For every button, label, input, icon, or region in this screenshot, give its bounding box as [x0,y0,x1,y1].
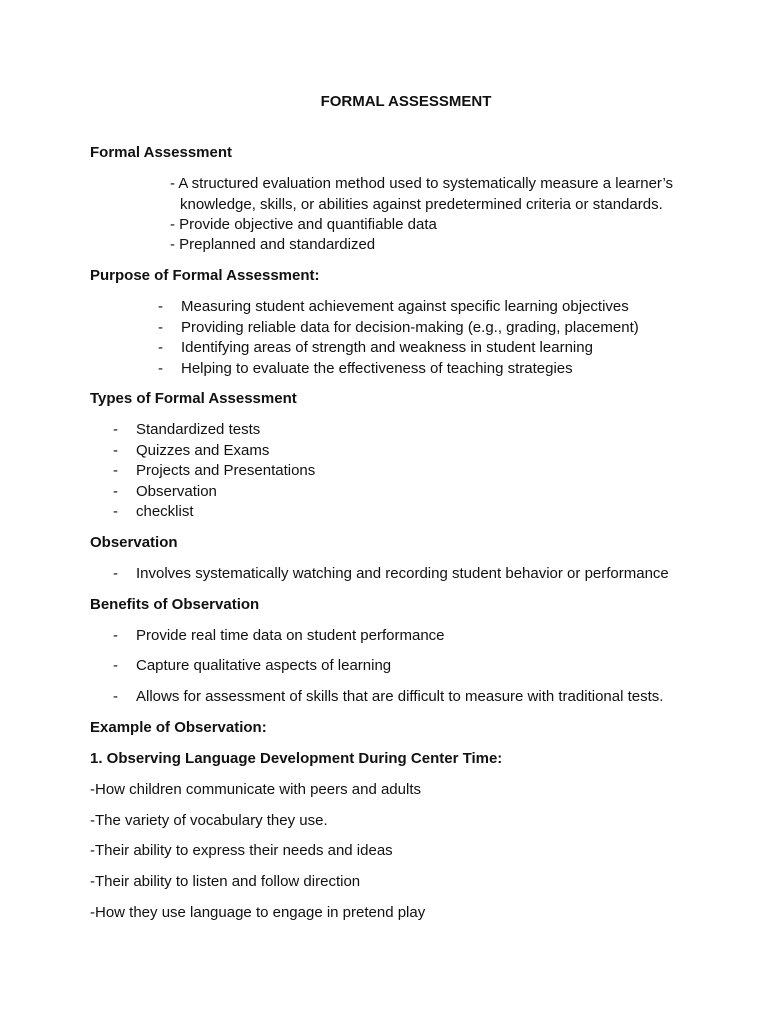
list-item: Allows for assessment of skills that are difficult to measure with traditional tests. [136,688,664,705]
bullet-dash: - [158,319,163,336]
bullet-dash: - [113,657,118,674]
list-item: Helping to evaluate the effectiveness of teaching strategies [181,360,573,377]
list-item: checklist [136,503,194,520]
bullet-dash: - [113,442,118,459]
bullet-dash: - [113,483,118,500]
list-item: Measuring student achievement against specific learning objectives [181,298,629,315]
section-heading-types: Types of Formal Assessment [90,390,297,407]
bullet-dash: - [158,298,163,315]
example-line: -Their ability to listen and follow direction [90,873,361,890]
example-line: -How children communicate with peers and adults [90,781,421,798]
list-item: Capture qualitative aspects of learning [136,657,392,674]
section-heading-example: Example of Observation: [90,719,267,736]
bullet-dash: - [113,565,118,582]
list-item: Projects and Presentations [136,462,316,479]
bullet-dash: - [158,360,163,377]
list-item: Identifying areas of strength and weakness in student learning [181,339,593,356]
bullet-dash: - [113,503,118,520]
example-line: -The variety of vocabulary they use. [90,812,328,829]
list-item: Standardized tests [136,421,261,438]
section-heading-observation: Observation [90,534,178,551]
example-line: -Their ability to express their needs and ideas [90,842,393,859]
section-heading-benefits: Benefits of Observation [90,596,260,613]
formal-definition-line-1: - A structured evaluation method used to systematically measure a learner’s [170,175,674,192]
section-heading-formal-assessment: Formal Assessment [90,144,233,161]
bullet-dash: - [113,627,118,644]
example-line: -How they use language to engage in pretend play [90,904,426,921]
section-heading-purpose: Purpose of Formal Assessment: [90,267,320,284]
list-item: Involves systematically watching and recording student behavior or performance [136,565,669,582]
bullet-dash: - [113,421,118,438]
list-item: Providing reliable data for decision-making (e.g., grading, placement) [181,319,639,336]
bullet-dash: - [113,688,118,705]
example-subheading: 1. Observing Language Development During Center Time: [90,750,503,767]
list-item: Quizzes and Exams [136,442,270,459]
formal-definition-line-2: knowledge, skills, or abilities against predetermined criteria or standards. [180,196,663,213]
list-item: Provide real time data on student performance [136,627,445,644]
bullet-dash: - [113,462,118,479]
page-title: FORMAL ASSESSMENT [320,93,492,110]
formal-definition-line-3: - Provide objective and quantifiable data [170,216,437,233]
formal-definition-line-4: - Preplanned and standardized [170,236,376,253]
list-item: Observation [136,483,217,500]
bullet-dash: - [158,339,163,356]
